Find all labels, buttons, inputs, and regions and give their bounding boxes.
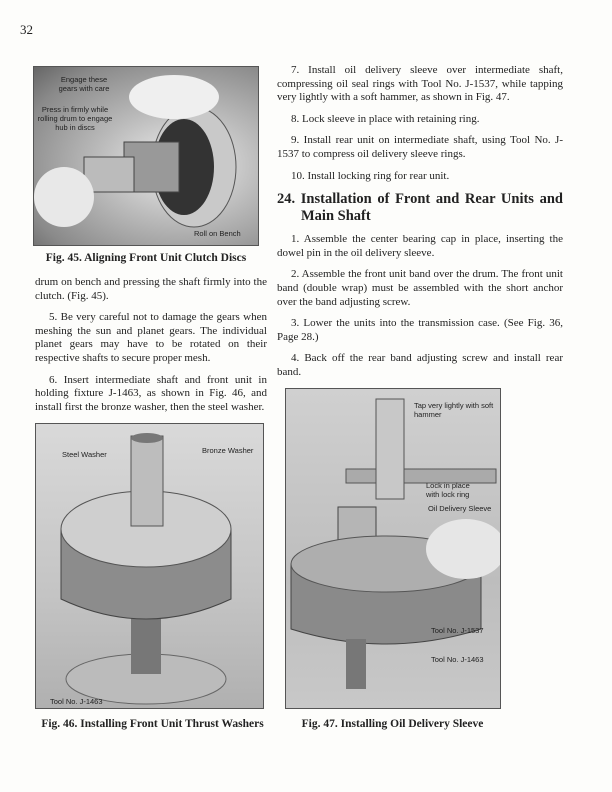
page-number: 32 [20,22,33,37]
label-tool-j1463: Tool No. J-1463 [50,697,103,706]
label-press-firmly: Press in firmly while rolling drum to engage hub in discs [37,105,113,132]
label-oil-delivery-sleeve: Oil Delivery Sleeve [428,504,492,513]
paragraph: 3. Lower the units into the transmission case. (See Fig. 36, Page 28.) [277,317,563,343]
paragraph: 9. Install rear unit on intermediate shaft, using Tool No. J-1537 to compress oil delivery sleeve rings. [277,134,563,160]
fig47-photo [285,388,501,709]
paragraph: drum on bench and pressing the shaft firmly into the clutch. (Fig. 45). [35,276,267,302]
paragraph: 1. Assemble the center bearing cap in place, inserting the dowel pin in the oil delivery sleeve. [277,233,563,259]
fig47-caption: Fig. 47. Installing Oil Delivery Sleeve [301,718,484,730]
label-engage-gears: Engage these gears with care [58,75,110,93]
fig45-photo [33,66,259,246]
label-tap-lightly: Tap very lightly with soft hammer [414,401,494,419]
label-roll-on-bench: Roll on Bench [194,229,241,238]
label-bronze-washer: Bronze Washer [202,446,254,455]
label-tool-j1537: Tool No. J-1537 [431,626,484,635]
section-heading: 24. Installation of Front and Rear Units and Main Shaft [277,191,563,225]
label-steel-washer: Steel Washer [62,450,107,459]
front-unit-illustration [36,424,263,708]
paragraph: 2. Assemble the front unit band over the drum. The front unit band (double wrap) must be assembled with the short anchor over the band adjusting screw. [277,268,563,308]
paragraph: 6. Insert intermediate shaft and front unit in holding fixture J-1463, as shown in Fig. 46, and install first the bronze washer, then the steel washer. [35,373,267,413]
label-lock-ring: Lock in place with lock ring [426,481,470,499]
clutch-drum-illustration [34,67,258,245]
fig46-photo [35,423,264,709]
fig46-caption: Fig. 46. Installing Front Unit Thrust Washers [41,718,264,730]
left-column-text [35,276,267,422]
label-tool-j1463: Tool No. J-1463 [431,655,484,664]
right-column-text [277,64,563,388]
fig45-caption: Fig. 45. Aligning Front Unit Clutch Discs [45,252,247,264]
paragraph: 10. Install locking ring for rear unit. [291,169,450,182]
paragraph: 5. Be very careful not to damage the gears when meshing the sun and planet gears. The individual planet gears may have to be rotated on their respective shafts to secure proper mesh. [35,311,267,364]
paragraph: 4. Back off the rear band adjusting screw and install rear band. [277,352,563,378]
paragraph: 8. Lock sleeve in place with retaining ring. [291,112,480,125]
paragraph: 7. Install oil delivery sleeve over intermediate shaft, compressing oil seal rings with Tool No. J-1537, while tapping very lightly with a soft hammer, as shown in Fig. 47. [277,64,563,104]
